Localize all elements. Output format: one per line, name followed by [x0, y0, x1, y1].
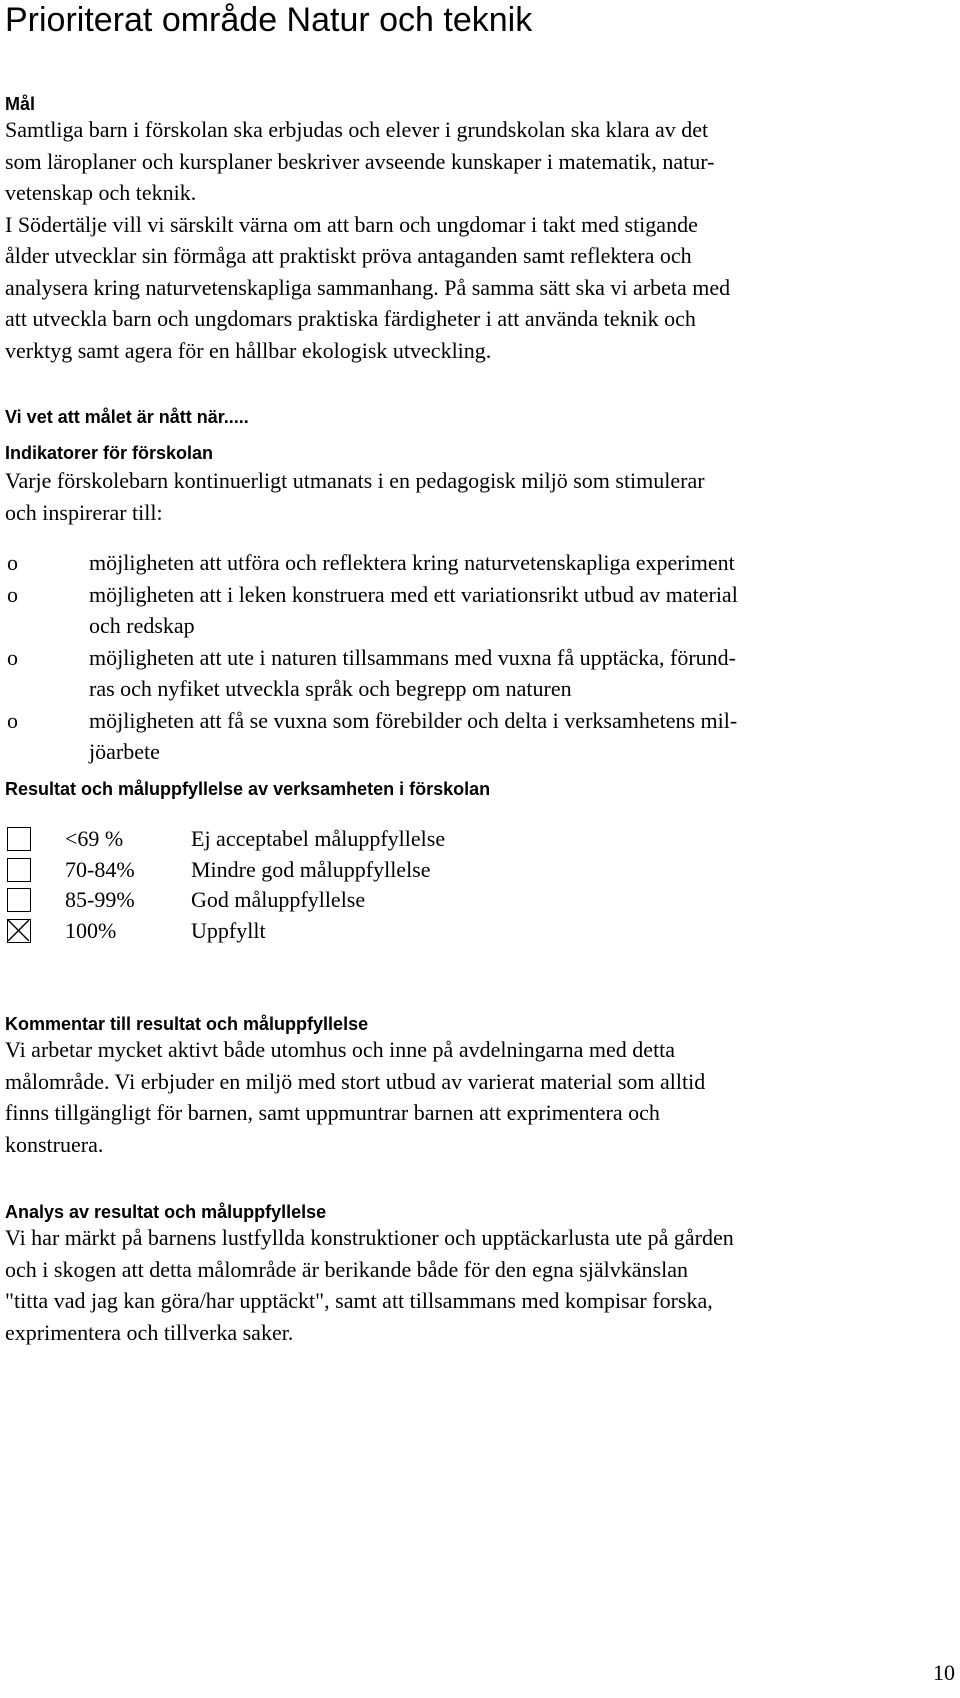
text-line: att utveckla barn och ungdomars praktiska färdigheter i att använda teknik och [5, 306, 696, 331]
result-heading: Resultat och måluppfyllelse av verksamheten i förskolan [5, 779, 491, 799]
text-line: analysera kring naturvetenskapliga sammanhang. På samma sätt ska vi arbeta med [5, 274, 731, 300]
bullet-mark: o [7, 581, 18, 607]
indicator-list [5, 547, 955, 768]
text-line: finns tillgängligt för barnen, samt uppmuntrar barnen att exprimentera och [5, 1100, 660, 1125]
list-item [5, 547, 955, 579]
list-item [5, 579, 955, 642]
text-line: möjligheten att ute i naturen tillsammans med vuxna få upptäcka, förund- [89, 644, 736, 670]
indicators-heading: Indikatorer för förskolan [5, 443, 214, 463]
text-line: konstruera. [5, 1131, 104, 1157]
scale-label: Uppfyllt [191, 917, 266, 943]
scale-range: 70-84% [65, 856, 135, 882]
checkbox[interactable] [7, 888, 31, 912]
page-number: 10 [933, 1660, 955, 1685]
bullet-mark: o [7, 550, 18, 575]
text-line: vetenskap och teknik. [5, 180, 197, 205]
check-cross-icon [8, 920, 29, 941]
text-line: möjligheten att få se vuxna som förebilder och delta i verksamhetens mil- [89, 707, 738, 733]
text-line: Samtliga barn i förskolan ska erbjudas och elever i grundskolan ska klara av det [5, 117, 709, 142]
scale-row [5, 823, 605, 854]
text-line: och redskap [89, 613, 195, 638]
checkbox[interactable] [7, 858, 31, 882]
scale-range: 85-99% [65, 887, 135, 912]
scale-row [5, 854, 605, 885]
result-scale [5, 823, 605, 945]
text-line: Varje förskolebarn kontinuerligt utmanats i en pedagogisk miljö som stimulerar [5, 468, 705, 493]
text-line: Vi har märkt på barnens lustfyllda konstruktioner och upptäckarlusta ute på gården [5, 1225, 734, 1250]
text-line: och inspirerar till: [5, 499, 163, 525]
text-line: I Södertälje vill vi särskilt värna om att barn och ungdomar i takt med stigande [5, 211, 698, 237]
text-line: ålder utvecklar sin förmåga att praktiskt pröva antaganden samt reflektera och [5, 243, 692, 268]
analysis-paragraph [5, 1222, 955, 1348]
text-line: Vi arbetar mycket aktivt både utomhus och inne på avdelningarna med detta [5, 1037, 676, 1062]
checkbox[interactable] [7, 919, 31, 943]
scale-label: Ej acceptabel måluppfyllelse [191, 826, 446, 851]
scale-range: 100% [65, 917, 117, 943]
scale-range: <69 % [65, 826, 124, 851]
text-line: verktyg samt agera för en hållbar ekologisk utveckling. [5, 337, 492, 363]
scale-row [5, 915, 605, 946]
bullet-mark: o [7, 644, 18, 670]
comment-heading: Kommentar till resultat och måluppfyllelse [5, 1014, 369, 1034]
list-item [5, 642, 955, 705]
text-line: och i skogen att detta målområde är berikande både för den egna självkänslan [5, 1256, 688, 1282]
text-line: målområde. Vi erbjuder en miljö med stort utbud av varierat material som alltid [5, 1068, 706, 1094]
list-item [5, 705, 955, 768]
scale-label: Mindre god måluppfyllelse [191, 856, 431, 882]
bullet-mark: o [7, 707, 18, 733]
page-title: Prioriterat område Natur och teknik [5, 1, 533, 39]
text-line: jöarbete [89, 739, 160, 764]
checkbox[interactable] [7, 827, 31, 851]
text-line: ras och nyfiket utveckla språk och begrepp om naturen [89, 676, 572, 701]
goal-reached-heading: Vi vet att målet är nått när..... [5, 407, 249, 427]
mal-paragraph [5, 114, 955, 366]
indicators-intro [5, 465, 955, 528]
analysis-heading: Analys av resultat och måluppfyllelse [5, 1202, 327, 1222]
scale-row [5, 884, 605, 915]
text-line: exprimentera och tillverka saker. [5, 1319, 294, 1345]
comment-paragraph [5, 1034, 955, 1160]
mal-heading: Mål [5, 94, 36, 114]
text-line: möjligheten att utföra och reflektera kring naturvetenskapliga experiment [89, 550, 735, 575]
text-line: "titta vad jag kan göra/har upptäckt", samt att tillsammans med kompisar forska, [5, 1288, 713, 1313]
text-line: möjligheten att i leken konstruera med ett variationsrikt utbud av material [89, 581, 738, 607]
scale-label: God måluppfyllelse [191, 887, 366, 912]
text-line: som läroplaner och kursplaner beskriver avseende kunskaper i matematik, natur- [5, 148, 715, 174]
